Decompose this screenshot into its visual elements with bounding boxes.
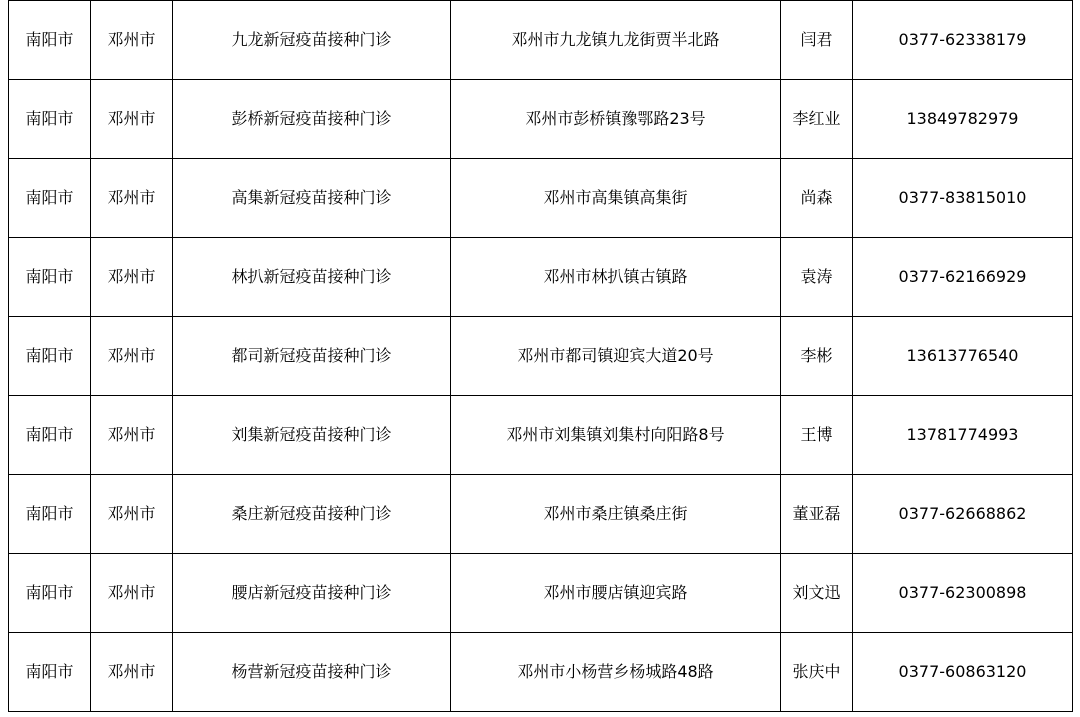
cell-address: 邓州市高集镇高集街 <box>451 159 781 238</box>
table-row <box>9 159 1073 238</box>
cell-county: 邓州市 <box>91 80 173 159</box>
cell-phone: 13613776540 <box>853 317 1073 396</box>
cell-contact-person: 尚森 <box>781 159 853 238</box>
cell-county: 邓州市 <box>91 159 173 238</box>
cell-address: 邓州市桑庄镇桑庄街 <box>451 475 781 554</box>
cell-site-name: 高集新冠疫苗接种门诊 <box>173 159 451 238</box>
cell-address: 邓州市刘集镇刘集村向阳路8号 <box>451 396 781 475</box>
cell-site-name: 刘集新冠疫苗接种门诊 <box>173 396 451 475</box>
cell-county: 邓州市 <box>91 475 173 554</box>
cell-site-name: 彭桥新冠疫苗接种门诊 <box>173 80 451 159</box>
cell-city: 南阳市 <box>9 475 91 554</box>
cell-contact-person: 董亚磊 <box>781 475 853 554</box>
cell-phone: 0377-62166929 <box>853 238 1073 317</box>
cell-city: 南阳市 <box>9 238 91 317</box>
cell-phone: 13849782979 <box>853 80 1073 159</box>
cell-contact-person: 王博 <box>781 396 853 475</box>
table-row <box>9 475 1073 554</box>
cell-address: 邓州市都司镇迎宾大道20号 <box>451 317 781 396</box>
cell-county: 邓州市 <box>91 396 173 475</box>
cell-site-name: 林扒新冠疫苗接种门诊 <box>173 238 451 317</box>
cell-city: 南阳市 <box>9 633 91 712</box>
cell-city: 南阳市 <box>9 317 91 396</box>
cell-city: 南阳市 <box>9 159 91 238</box>
table-row <box>9 238 1073 317</box>
cell-site-name: 九龙新冠疫苗接种门诊 <box>173 1 451 80</box>
cell-address: 邓州市小杨营乡杨城路48路 <box>451 633 781 712</box>
cell-city: 南阳市 <box>9 1 91 80</box>
cell-site-name: 桑庄新冠疫苗接种门诊 <box>173 475 451 554</box>
cell-phone: 0377-60863120 <box>853 633 1073 712</box>
table-row <box>9 1 1073 80</box>
cell-address: 邓州市林扒镇古镇路 <box>451 238 781 317</box>
cell-contact-person: 袁涛 <box>781 238 853 317</box>
table-row <box>9 554 1073 633</box>
cell-phone: 13781774993 <box>853 396 1073 475</box>
cell-contact-person: 李红业 <box>781 80 853 159</box>
vaccination-sites-table <box>8 0 1073 712</box>
cell-contact-person: 闫君 <box>781 1 853 80</box>
cell-city: 南阳市 <box>9 554 91 633</box>
table-body <box>9 1 1073 712</box>
table-row <box>9 317 1073 396</box>
table-row <box>9 633 1073 712</box>
cell-phone: 0377-62300898 <box>853 554 1073 633</box>
cell-city: 南阳市 <box>9 396 91 475</box>
cell-phone: 0377-62338179 <box>853 1 1073 80</box>
cell-county: 邓州市 <box>91 554 173 633</box>
cell-phone: 0377-83815010 <box>853 159 1073 238</box>
cell-county: 邓州市 <box>91 317 173 396</box>
cell-contact-person: 张庆中 <box>781 633 853 712</box>
cell-address: 邓州市腰店镇迎宾路 <box>451 554 781 633</box>
table-row <box>9 80 1073 159</box>
cell-site-name: 杨营新冠疫苗接种门诊 <box>173 633 451 712</box>
cell-address: 邓州市彭桥镇豫鄂路23号 <box>451 80 781 159</box>
cell-county: 邓州市 <box>91 238 173 317</box>
table-row <box>9 396 1073 475</box>
cell-site-name: 都司新冠疫苗接种门诊 <box>173 317 451 396</box>
cell-contact-person: 刘文迅 <box>781 554 853 633</box>
cell-city: 南阳市 <box>9 80 91 159</box>
cell-county: 邓州市 <box>91 1 173 80</box>
cell-phone: 0377-62668862 <box>853 475 1073 554</box>
cell-site-name: 腰店新冠疫苗接种门诊 <box>173 554 451 633</box>
cell-county: 邓州市 <box>91 633 173 712</box>
cell-address: 邓州市九龙镇九龙街贾半北路 <box>451 1 781 80</box>
cell-contact-person: 李彬 <box>781 317 853 396</box>
